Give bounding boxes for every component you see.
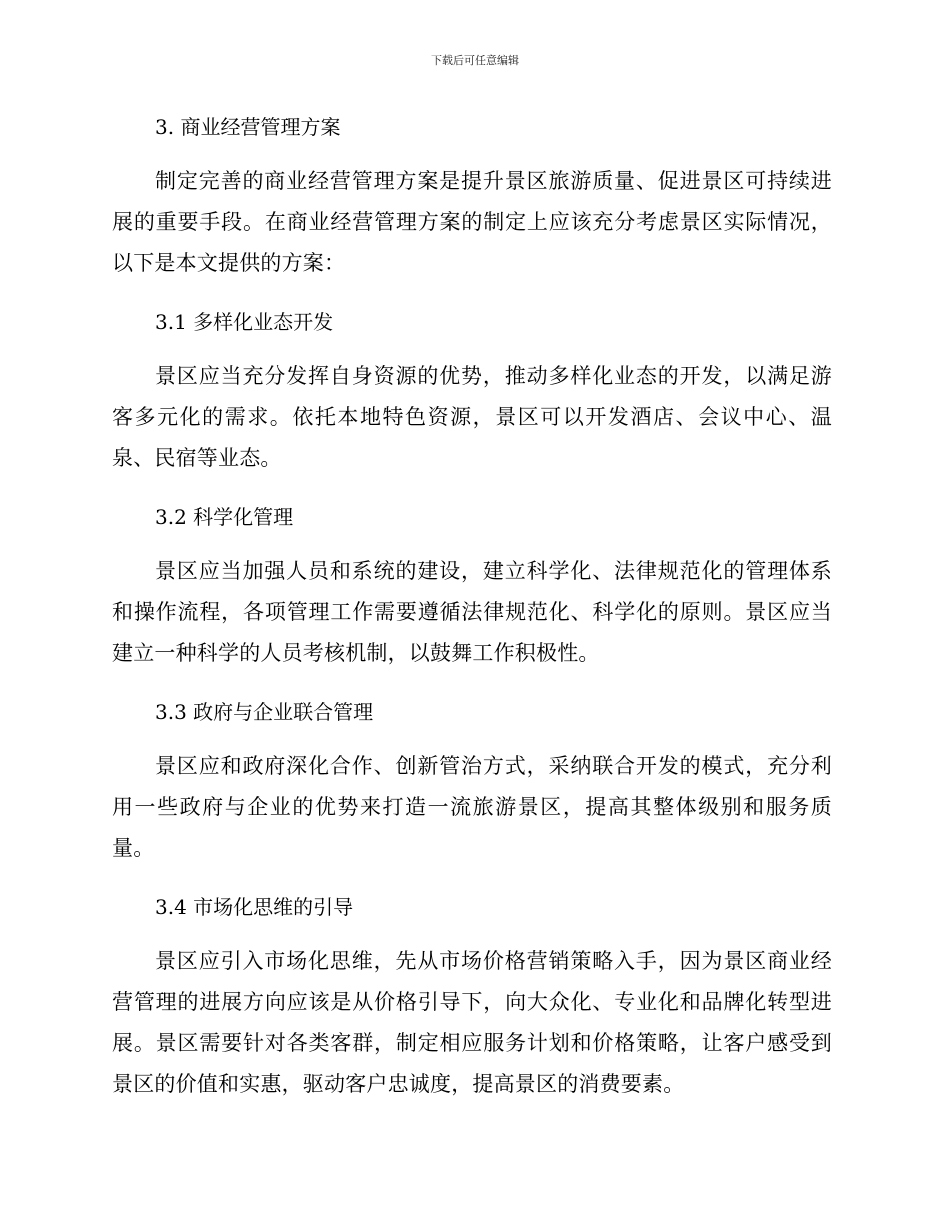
section-paragraph: 景区应当加强人员和系统的建设，建立科学化、法律规范化的管理体系和操作流程，各项管理工作需要遵循法律规范化、科学化的原则。景区应当建立一种科学的人员考核机制，以鼓舞工作积极性。 <box>112 559 832 665</box>
section-heading: 3. 商业经营管理方案 <box>155 115 341 139</box>
section-heading: 3.3 政府与企业联合管理 <box>155 700 374 724</box>
section-heading: 3.1 多样化业态开发 <box>155 310 334 334</box>
section-heading: 3.4 市场化思维的引导 <box>155 895 354 919</box>
section-paragraph: 景区应引入市场化思维，先从市场价格营销策略入手，因为景区商业经营管理的进展方向应该是从价格引导下，向大众化、专业化和品牌化转型进展。景区需要针对各类客群，制定相应服务计划和价格策略，让客户感受到景区的价值和实惠，驱动客户忠诚度，提高景区的消费要素。 <box>112 949 832 1096</box>
page-header: 下载后可任意编辑 <box>431 54 519 67</box>
section-paragraph: 景区应当充分发挥自身资源的优势，推动多样化业态的开发，以满足游客多元化的需求。依托本地特色资源，景区可以开发酒店、会议中心、温泉、民宿等业态。 <box>112 364 832 470</box>
section-paragraph: 制定完善的商业经营管理方案是提升景区旅游质量、促进景区可持续进展的重要手段。在商业经营管理方案的制定上应该充分考虑景区实际情况，以下是本文提供的方案： <box>112 169 832 275</box>
document-body <box>112 108 832 1105</box>
section-heading: 3.2 科学化管理 <box>155 505 294 529</box>
section-paragraph: 景区应和政府深化合作、创新管治方式，采纳联合开发的模式，充分利用一些政府与企业的优势来打造一流旅游景区，提高其整体级别和服务质量。 <box>112 754 832 860</box>
